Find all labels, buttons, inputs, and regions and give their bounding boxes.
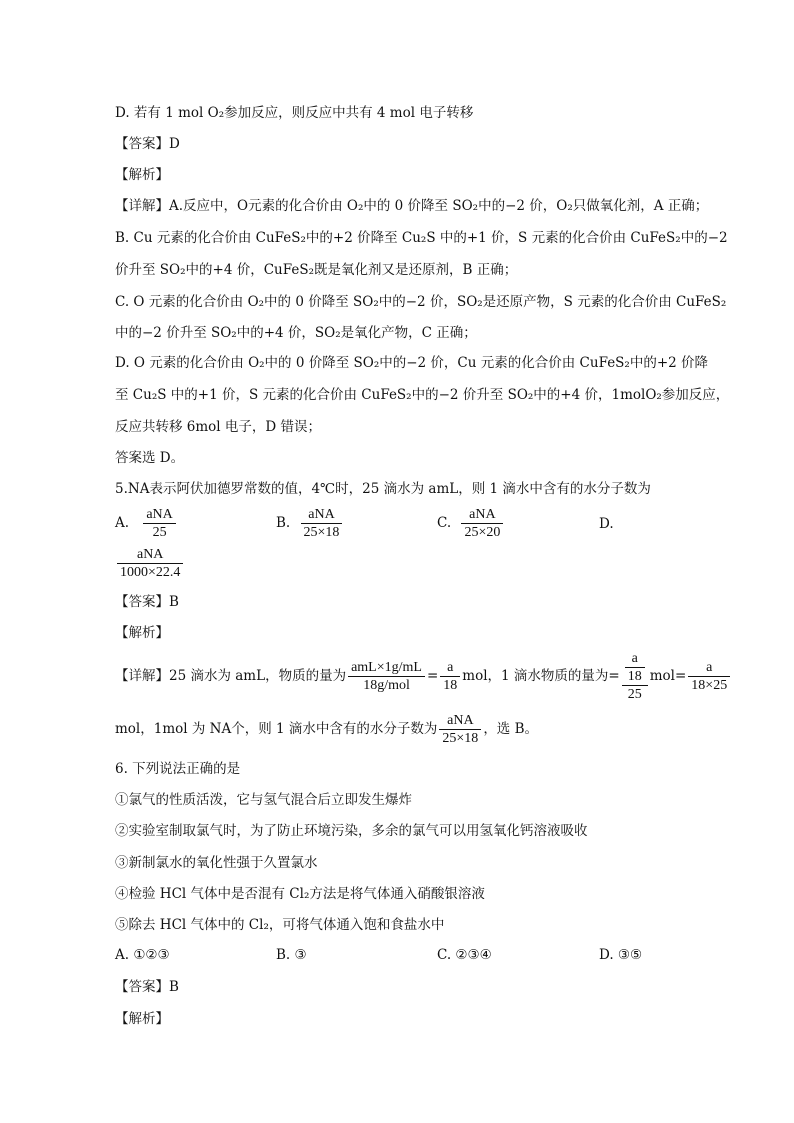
- mol-equals: mol=: [649, 668, 687, 684]
- fraction-numerator: aNA: [308, 507, 335, 522]
- q5-detail-line2-prefix: mol，1mol 为 NA个，则 1 滴水中含有的水分子数为: [115, 721, 438, 737]
- q5-option-a: [115, 506, 178, 541]
- q6-option-c: C. ②③④: [437, 947, 492, 963]
- fraction-numerator: aNA: [136, 547, 164, 562]
- q6-option-b: B. ③: [276, 947, 307, 963]
- q5-option-d-label: D.: [599, 516, 614, 532]
- q6-item-5: ⑤除去 HCl 气体中的 Cl₂，可将气体通入饱和食盐水中: [115, 917, 445, 933]
- q4-detail-c1: C. O 元素的化合价由 O₂中的 0 价降至 SO₂中的−2 价，SO₂是还原产物，S 元素的化合价由 CuFeS₂: [115, 294, 727, 310]
- q5-moles-fraction: [440, 659, 460, 694]
- fraction-denominator: 25: [622, 685, 648, 703]
- q6-item-4: ④检验 HCl 气体中是否混有 Cl₂方法是将气体通入硝酸银溶液: [115, 886, 485, 902]
- q4-detail-d2: 至 Cu₂S 中的+1 价，S 元素的化合价由 CuFeS₂中的−2 价升至 SO₂中的+4 价，1molO₂参加反应，: [115, 387, 730, 403]
- q4-answer: 【答案】D: [115, 136, 180, 152]
- fraction-denominator: 18×25: [688, 676, 730, 694]
- q5-answer: 【答案】B: [115, 594, 179, 610]
- q4-detail-b1: B. Cu 元素的化合价由 CuFeS₂中的+2 价降至 Cu₂S 中的+1 价，S 元素的化合价由 CuFeS₂中的−2: [115, 230, 728, 246]
- fraction-numerator: amL×1g/mL: [351, 660, 422, 675]
- q4-detail-d3: 反应共转移 6mol 电子，D 错误；: [115, 419, 322, 435]
- q5-option-a-label: A.: [115, 515, 130, 531]
- fraction-numerator: aNA: [469, 507, 496, 522]
- q6-item-1: ①氯气的性质活泼，它与氢气混合后立即发生爆炸: [115, 792, 412, 808]
- q6-option-a: A. ①②③: [115, 947, 170, 963]
- q6-answer: 【答案】B: [115, 979, 179, 995]
- q5-result-fraction: [439, 712, 481, 747]
- q6-stem: 6. 下列说法正确的是: [115, 761, 241, 777]
- q6-analysis-title: 【解析】: [115, 1011, 169, 1027]
- inner-fraction: [625, 650, 645, 685]
- q5-detail-mid: mol，1 滴水物质的量为=: [462, 668, 620, 684]
- fraction-denominator: 18g/mol: [348, 676, 425, 694]
- fraction-denominator: 25×18: [439, 729, 481, 747]
- q5-compound-fraction: [622, 650, 648, 703]
- q6-option-d: D. ③⑤: [599, 947, 643, 963]
- equals-sign: =: [426, 668, 439, 684]
- q5-option-c-fraction: [461, 506, 503, 541]
- q5-option-b: [276, 506, 344, 541]
- q5-drop-fraction: [688, 659, 730, 694]
- fraction-denominator: 1000×22.4: [117, 563, 183, 581]
- fraction-numerator: a: [706, 660, 713, 675]
- fraction-numerator: [622, 650, 648, 685]
- q5-option-b-label: B.: [276, 515, 291, 531]
- q5-stem: 5.NA表示阿伏加德罗常数的值，4℃时，25 滴水为 amL，则 1 滴水中含有的水分子数为: [115, 481, 651, 497]
- q6-item-3: ③新制氯水的氧化性强于久置氯水: [115, 855, 318, 871]
- fraction-denominator: 18: [440, 676, 460, 694]
- q5-detail-line2-suffix: ，选 B。: [483, 721, 539, 737]
- q5-option-d-fraction: [117, 546, 183, 581]
- q5-mass-fraction: [348, 659, 425, 694]
- fraction-numerator: a: [447, 660, 454, 675]
- q4-detail-a: 【详解】A.反应中，O元素的化合价由 O₂中的 0 价降至 SO₂中的−2 价，O₂只做氧化剂，A 正确；: [115, 198, 709, 214]
- q4-conclusion: 答案选 D。: [115, 450, 185, 466]
- fraction-denominator: 25×18: [301, 523, 343, 541]
- q5-option-c-label: C.: [437, 515, 452, 531]
- q4-analysis-title: 【解析】: [115, 167, 169, 183]
- q5-detail-prefix: 【详解】25 滴水为 amL，物质的量为: [115, 668, 347, 684]
- q5-analysis-title: 【解析】: [115, 625, 169, 641]
- q4-detail-c2: 中的−2 价升至 SO₂中的+4 价，SO₂是氧化产物，C 正确；: [115, 325, 477, 341]
- fraction-denominator: 25: [143, 523, 175, 541]
- q5-option-b-fraction: [301, 506, 343, 541]
- fraction-numerator: aNA: [447, 713, 474, 728]
- fraction-denominator: 25×20: [461, 523, 503, 541]
- fraction-numerator: a: [631, 651, 638, 666]
- q5-detail-line2: [115, 712, 538, 747]
- q5-option-c: [437, 506, 505, 541]
- fraction-numerator: aNA: [146, 507, 173, 522]
- q5-option-d: [115, 546, 185, 581]
- fraction-denominator: 18: [625, 667, 645, 685]
- q4-option-d: D. 若有 1 mol O₂参加反应，则反应中共有 4 mol 电子转移: [115, 105, 474, 121]
- q4-detail-b2: 价升至 SO₂中的+4 价，CuFeS₂既是氧化剂又是还原剂，B 正确；: [115, 262, 518, 278]
- q5-option-a-fraction: [143, 506, 175, 541]
- q5-detail-line1: [115, 650, 732, 703]
- q6-item-2: ②实验室制取氯气时，为了防止环境污染，多余的氯气可以用氢氧化钙溶液吸收: [115, 823, 588, 839]
- q4-detail-d1: D. O 元素的化合价由 O₂中的 0 价降至 SO₂中的−2 价，Cu 元素的化合价由 CuFeS₂中的+2 价降: [115, 355, 709, 371]
